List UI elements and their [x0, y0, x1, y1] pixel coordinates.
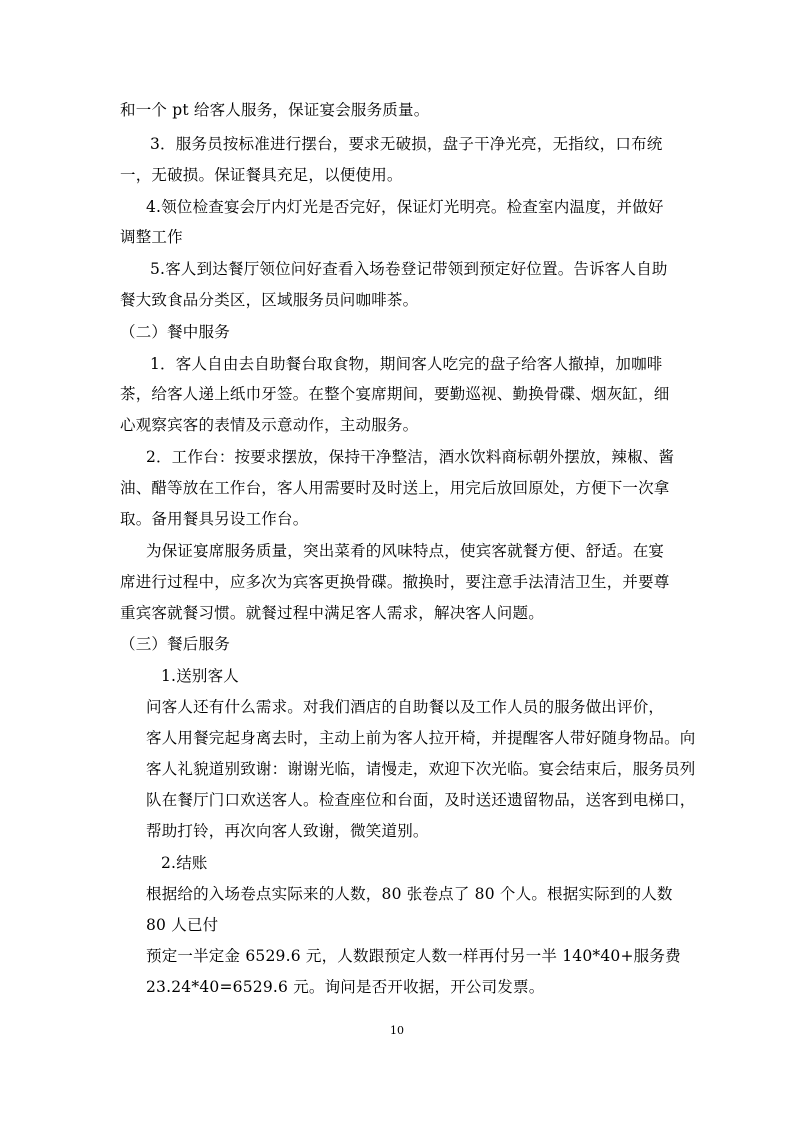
text-line: 帮助打铃，再次向客人致谢，微笑道别。 — [146, 822, 429, 840]
text-line: 为保证宴席服务质量，突出菜肴的风味特点，使宾客就餐方便、舒适。在宴 — [146, 542, 665, 560]
text-line: 餐大致食品分类区，区域服务员问咖啡茶。 — [120, 291, 419, 309]
section-heading: （三）餐后服务 — [120, 635, 230, 653]
text-line: 心观察宾客的表情及示意动作，主动服务。 — [120, 416, 419, 434]
text-line: 客人礼貌道别致谢：谢谢光临，请慢走，欢迎下次光临。宴会结束后，服务员列 — [146, 760, 696, 778]
text-line: 23.24*40=6529.6 元。询问是否开收据，开公司发票。 — [146, 978, 545, 996]
subsection-heading: 1.送别客人 — [161, 667, 239, 685]
text-line: 4.领位检查宴会厅内灯光是否完好，保证灯光明亮。检查室内温度，并做好 — [146, 198, 664, 216]
page-number: 10 — [390, 1024, 404, 1037]
text-line: 取。备用餐具另设工作台。 — [120, 510, 309, 528]
text-line: 重宾客就餐习惯。就餐过程中满足客人需求，解决客人问题。 — [120, 604, 544, 622]
text-line: 队在餐厅门口欢送客人。检查座位和台面，及时送还遗留物品，送客到电梯口， — [146, 791, 696, 809]
subsection-heading: 2.结账 — [161, 854, 208, 872]
text-line: 客人用餐完起身离去时，主动上前为客人拉开椅，并提醒客人带好随身物品。向 — [146, 729, 696, 747]
section-heading: （二）餐中服务 — [120, 323, 230, 341]
text-line: 油、醋等放在工作台，客人用需要时及时送上，用完后放回原处，方便下一次拿 — [120, 479, 670, 497]
text-line: 1．客人自由去自助餐台取食物，期间客人吃完的盘子给客人撤掉，加咖啡 — [150, 355, 663, 373]
text-line: 茶，给客人递上纸巾牙签。在整个宴席期间，要勤巡视、勤换骨碟、烟灰缸，细 — [120, 385, 670, 403]
text-line: 80 人已付 — [146, 916, 219, 934]
text-line: 问客人还有什么需求。对我们酒店的自助餐以及工作人员的服务做出评价， — [146, 698, 665, 716]
text-line: 和一个 pt 给客人服务，保证宴会服务质量。 — [120, 101, 430, 119]
text-line: 一，无破损。保证餐具充足，以便使用。 — [120, 166, 403, 184]
text-line: 席进行过程中，应多次为宾客更换骨碟。撤换时，要注意手法清洁卫生，并要尊 — [120, 573, 670, 591]
text-line: 预定一半定金 6529.6 元，人数跟预定人数一样再付另一半 140*40+服务费 — [146, 947, 681, 965]
text-line: 5.客人到达餐厅领位问好查看入场卷登记带领到预定好位置。告诉客人自助 — [150, 260, 668, 278]
text-line: 3．服务员按标准进行摆台，要求无破损，盘子干净光亮，无指纹，口布统 — [150, 135, 663, 153]
text-line: 2．工作台：按要求摆放，保持干净整洁，酒水饮料商标朝外摆放，辣椒、酱 — [146, 448, 675, 466]
text-line: 根据给的入场卷点实际来的人数，80 张卷点了 80 个人。根据实际到的人数 — [146, 885, 673, 903]
text-line: 调整工作 — [120, 228, 183, 246]
